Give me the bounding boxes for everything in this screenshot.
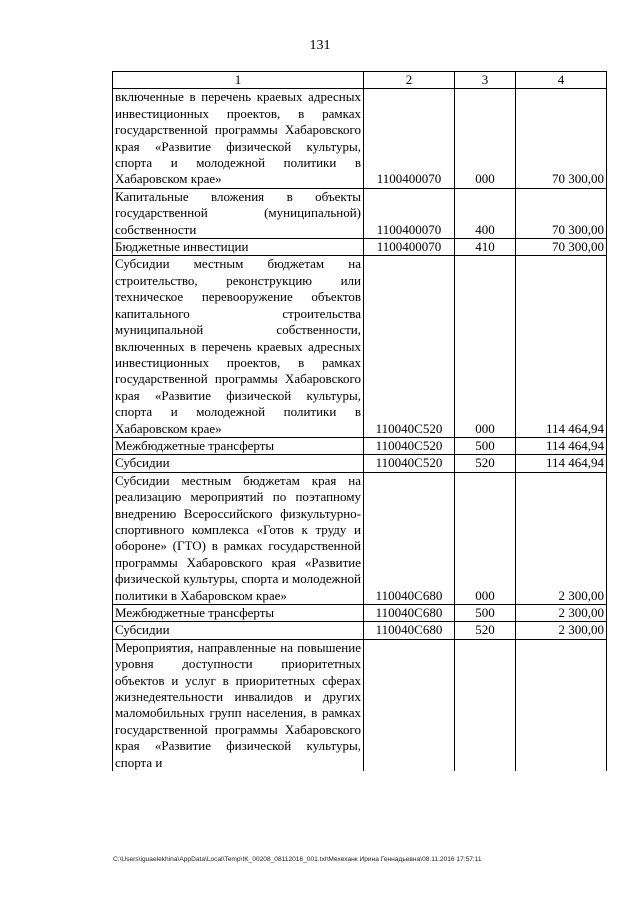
row-amount: 70 300,00 <box>516 89 607 188</box>
table-row <box>113 437 607 454</box>
row-description: Бюджетные инвестиции <box>113 239 364 256</box>
row-target-code: 1100400070 <box>364 239 455 256</box>
row-expense-type: 400 <box>455 188 516 238</box>
row-amount: 114 464,94 <box>516 455 607 472</box>
row-target-code: 1100400070 <box>364 89 455 188</box>
table-row <box>113 188 607 238</box>
row-target-code: 110040C680 <box>364 472 455 604</box>
file-path-footer: C:\Users\iguaelekhina\AppData\Local\Temp\IK_00208_08112016_001.txt\Мехеханк Ирина Геннадьевна\08.11.2016 17:57:11 <box>113 856 482 863</box>
table-row-continued <box>113 639 607 771</box>
row-amount: 114 464,94 <box>516 437 607 454</box>
row-amount: 114 464,94 <box>516 256 607 437</box>
row-target-code-empty <box>364 639 455 771</box>
row-target-code: 110040C520 <box>364 437 455 454</box>
row-expense-type: 000 <box>455 472 516 604</box>
row-expense-type-empty <box>455 639 516 771</box>
row-description: Субсидии местным бюджетам на строительство, реконструкцию или техническое перевооружение объектов капитального строительства муниципальной собственности, включенных в перечень краевых адресных инвестиционных проектов, в рамках государственной программы Хабаровского края «Развитие физической культуры, спорта и молодежной политики в Хабаровском крае» <box>113 256 364 437</box>
row-expense-type: 500 <box>455 437 516 454</box>
table-row <box>113 256 607 437</box>
table-row <box>113 89 607 188</box>
row-expense-type: 520 <box>455 622 516 639</box>
row-description: Субсидии <box>113 455 364 472</box>
table-row <box>113 622 607 639</box>
header-col-1: 1 <box>113 72 364 89</box>
header-row <box>113 72 607 89</box>
row-amount: 2 300,00 <box>516 622 607 639</box>
table-row <box>113 472 607 604</box>
row-amount-empty <box>516 639 607 771</box>
row-target-code: 1100400070 <box>364 188 455 238</box>
row-amount: 70 300,00 <box>516 188 607 238</box>
row-amount: 2 300,00 <box>516 605 607 622</box>
table-row <box>113 605 607 622</box>
row-expense-type: 000 <box>455 256 516 437</box>
row-expense-type: 000 <box>455 89 516 188</box>
row-target-code: 110040C520 <box>364 256 455 437</box>
table-row <box>113 455 607 472</box>
page-number: 131 <box>309 38 331 53</box>
row-description: Мероприятия, направленные на повышение уровня доступности приоритетных объектов и услуг в приоритетных сферах жизнедеятельности инвалидов и других маломобильных групп населения, в рамках государственной программы Хабаровского края «Развитие физической культуры, спорта и <box>113 639 364 771</box>
row-amount: 70 300,00 <box>516 239 607 256</box>
header-col-3: 3 <box>455 72 516 89</box>
row-description: Межбюджетные трансферты <box>113 437 364 454</box>
row-description: включенные в перечень краевых адресных инвестиционных проектов, в рамках государственной программы Хабаровского края «Развитие физической культуры, спорта и молодежной политики в Хабаровском крае» <box>113 89 364 188</box>
row-expense-type: 410 <box>455 239 516 256</box>
row-target-code: 110040C680 <box>364 622 455 639</box>
row-description: Межбюджетные трансферты <box>113 605 364 622</box>
row-target-code: 110040C520 <box>364 455 455 472</box>
header-col-4: 4 <box>516 72 607 89</box>
budget-table <box>112 71 607 771</box>
table-row <box>113 239 607 256</box>
header-col-2: 2 <box>364 72 455 89</box>
row-target-code: 110040C680 <box>364 605 455 622</box>
row-expense-type: 500 <box>455 605 516 622</box>
row-amount: 2 300,00 <box>516 472 607 604</box>
row-expense-type: 520 <box>455 455 516 472</box>
row-description: Субсидии местным бюджетам края на реализацию мероприятий по поэтапному внедрению Всероссийского физкультурно-спортивного комплекса «Готов к труду и обороне» (ГТО) в рамках государственной программы Хабаровского края «Развитие физической культуры, спорта и молодежной политики в Хабаровском крае» <box>113 472 364 604</box>
row-description: Капитальные вложения в объекты государственной (муниципальной) собственности <box>113 188 364 238</box>
row-description: Субсидии <box>113 622 364 639</box>
